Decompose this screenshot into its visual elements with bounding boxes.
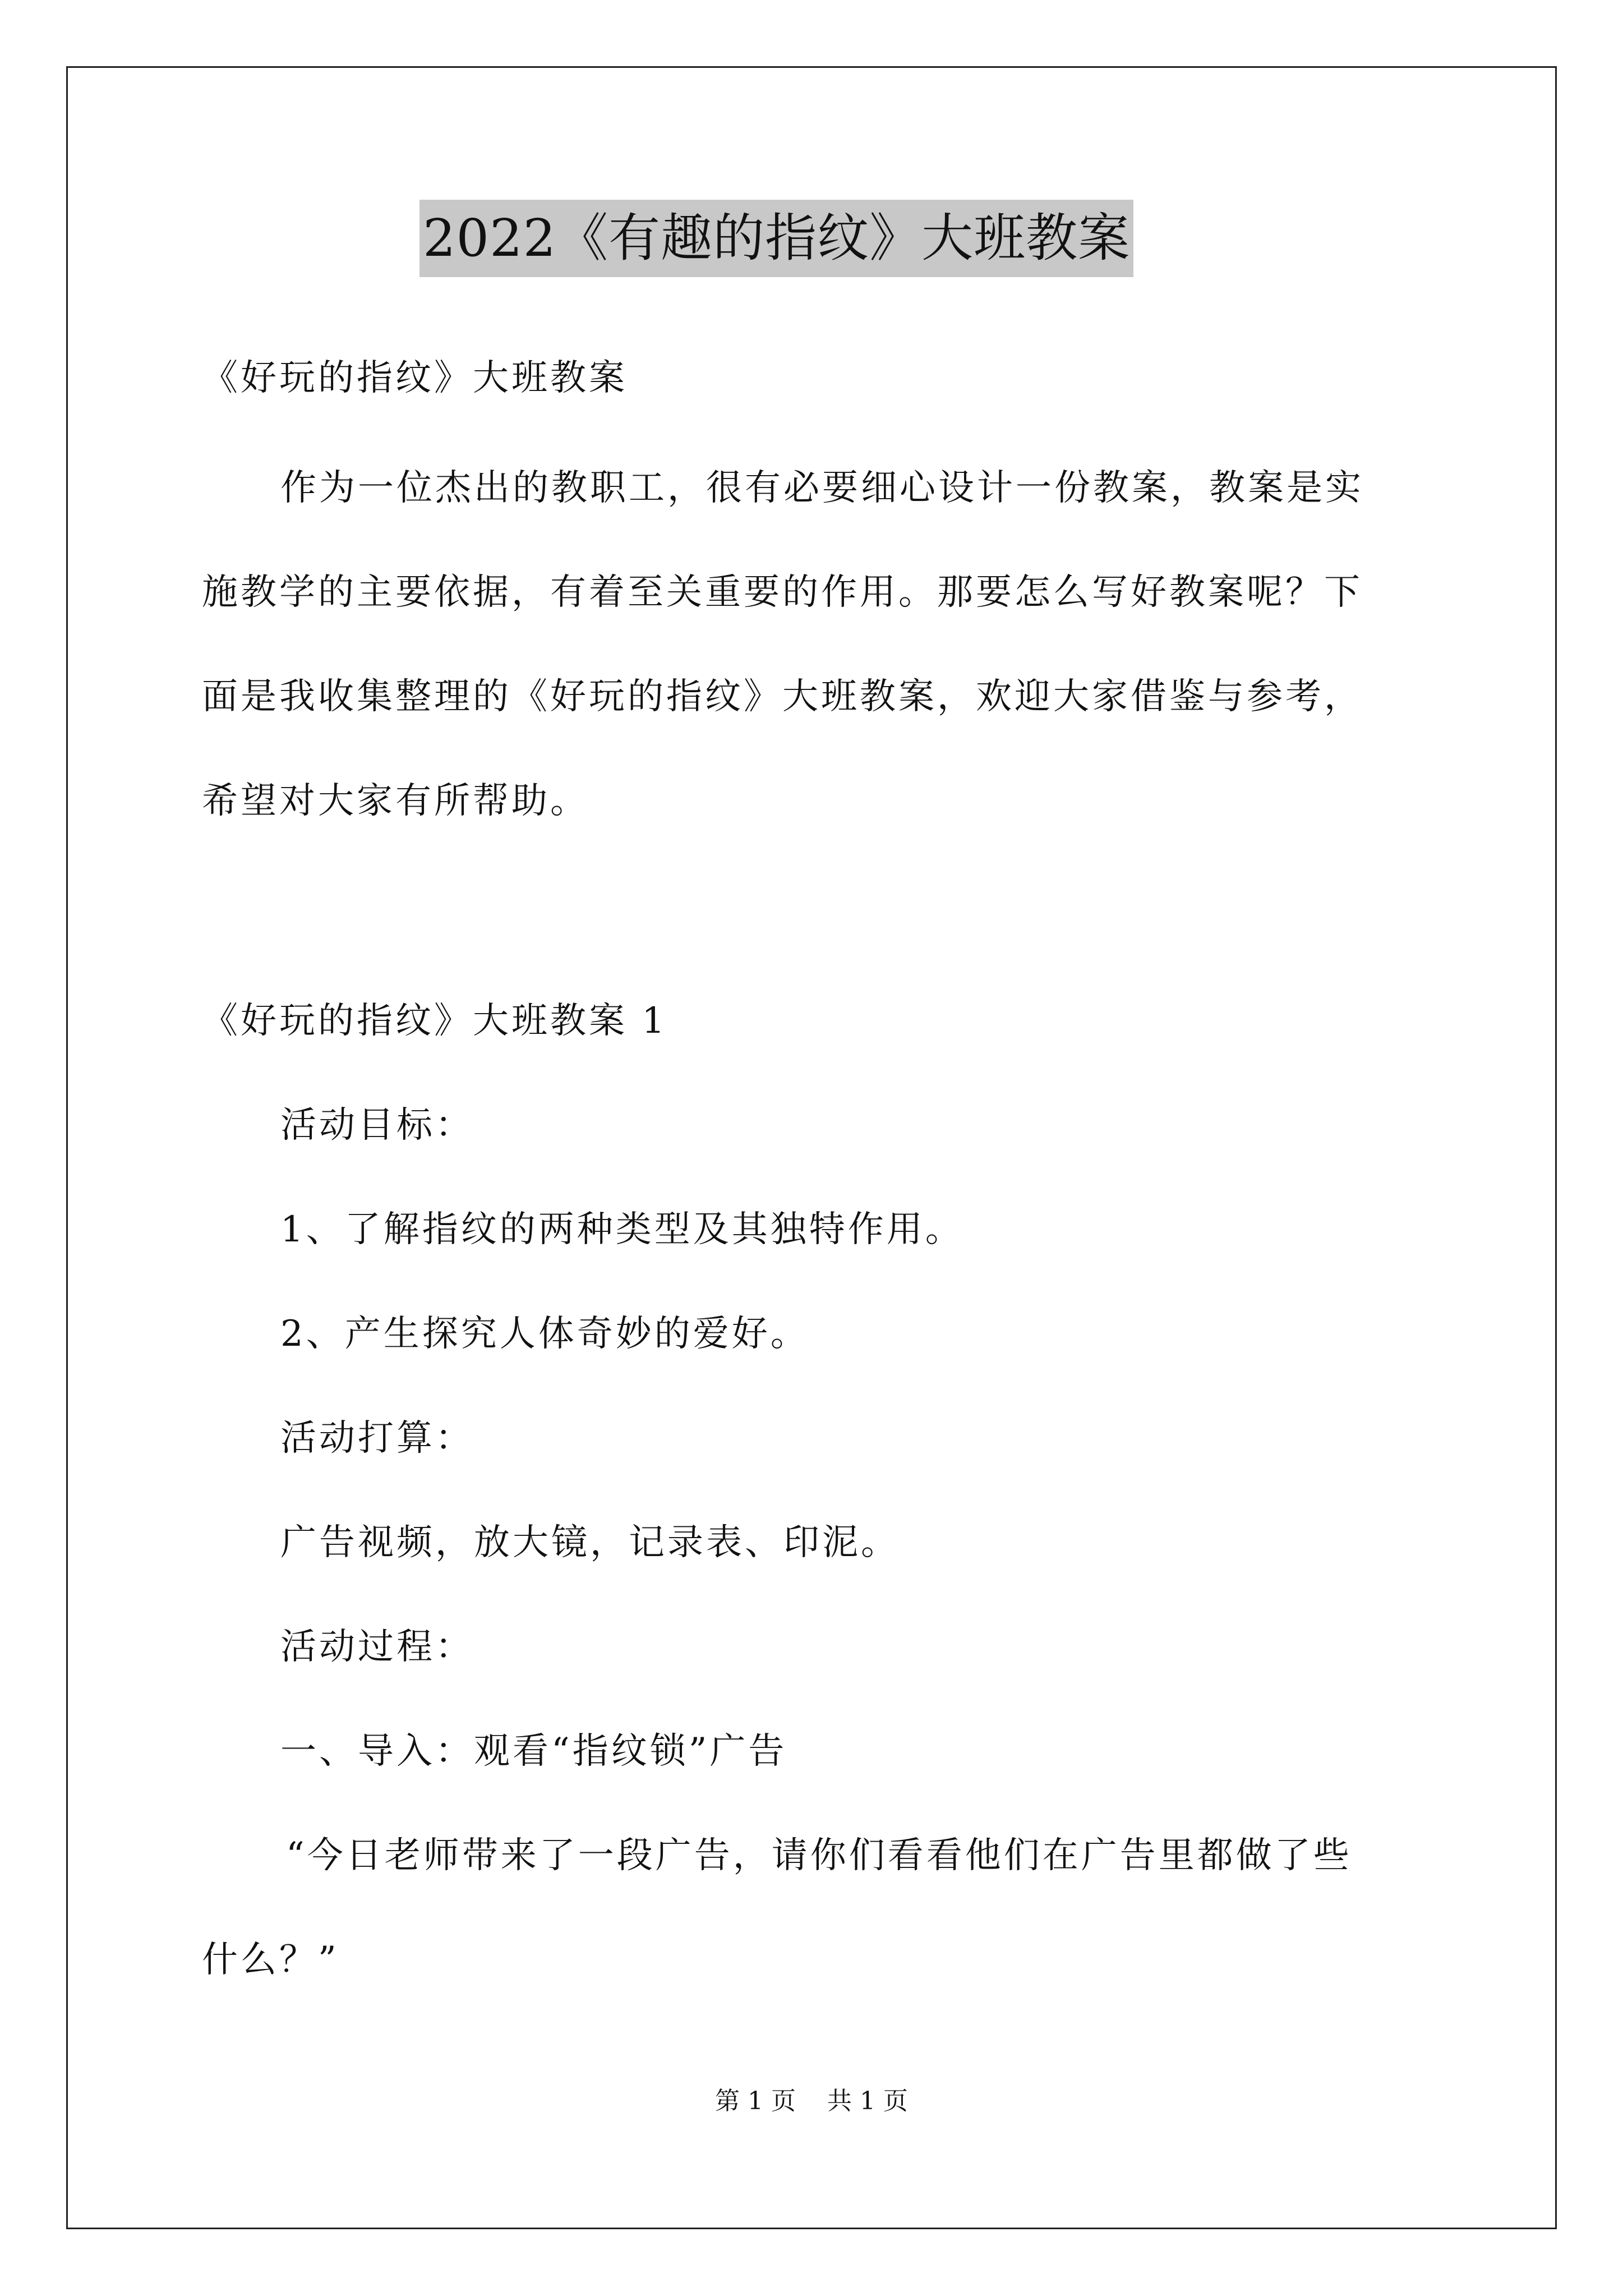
goal-item-1: 1、了解指纹的两种类型及其独特作用。 <box>280 1209 964 1250</box>
intro-line-2: 施教学的主要依据，有着至关重要的作用。那要怎么写好教案呢？下 <box>202 572 1363 613</box>
quote-line-1: “今日老师带来了一段广告，请你们看看他们在广告里都做了些 <box>286 1835 1352 1876</box>
process-step-1: 一、导入：观看“指纹锁”广告 <box>280 1731 787 1772</box>
intro-line-3: 面是我收集整理的《好玩的指纹》大班教案，欢迎大家借鉴与参考， <box>202 676 1363 717</box>
quote-line-2: 什么？” <box>202 1939 339 1981</box>
prep-label: 活动打算： <box>280 1418 474 1459</box>
document-title: 2022《有趣的指纹》大班教案 <box>419 200 1133 277</box>
page-footer: 第 1 页 共 1 页 <box>715 2087 908 2115</box>
document-subtitle: 《好玩的指纹》大班教案 <box>202 357 628 399</box>
intro-line-1: 作为一位杰出的教职工，很有必要细心设计一份教案，教案是实 <box>280 467 1364 509</box>
goals-label: 活动目标： <box>280 1105 474 1146</box>
section-heading: 《好玩的指纹》大班教案 1 <box>202 1000 668 1042</box>
prep-items: 广告视频，放大镜，记录表、印泥。 <box>280 1522 900 1563</box>
goal-item-2: 2、产生探究人体奇妙的爱好。 <box>280 1313 809 1355</box>
process-label: 活动过程： <box>280 1626 474 1668</box>
intro-line-4: 希望对大家有所帮助。 <box>202 780 589 822</box>
